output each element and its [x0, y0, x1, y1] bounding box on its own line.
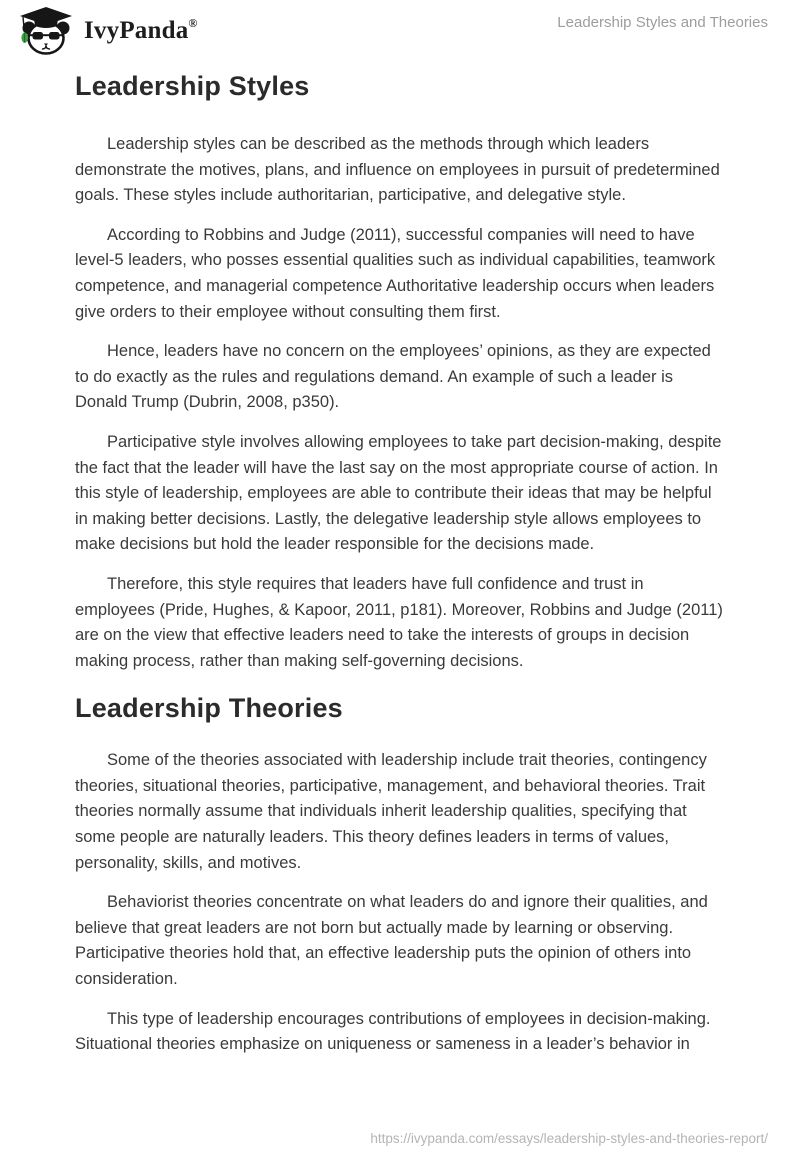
paragraph: Leadership styles can be described as the methods through which leaders demonstrate the motives, plans, and influence on employees in pursuit of predetermined goals. These styles include authoritarian, participative, and delegative style.: [75, 135, 720, 205]
ivypanda-logo: [17, 6, 198, 56]
panda-graduate-icon: [17, 6, 75, 56]
page-header: [0, 0, 800, 62]
paragraph: Participative style involves allowing employees to take part decision-making, despite the fact that the leader will have the last say on the most appropriate course of action. In this style of leadership, employees are able to contribute their ideas that may be helpful in making better decisions. Lastly, the delegative leadership style allows employees to make decisions but hold the leader responsible for the decisions made.: [75, 432, 722, 554]
document-title: Leadership Styles and Theories: [557, 14, 768, 31]
heading-leadership-theories: Leadership Theories: [75, 693, 343, 724]
registered-mark: ®: [188, 15, 198, 30]
heading-leadership-styles: Leadership Styles: [75, 71, 310, 101]
paragraph: This type of leadership encourages contributions of employees in decision-making. Situational theories emphasize on uniqueness or sameness in a leader’s behavior in: [75, 1009, 711, 1054]
source-url-link[interactable]: https://ivypanda.com/essays/leadership-styles-and-theories-report/: [370, 1131, 768, 1146]
paragraph: Some of the theories associated with leadership include trait theories, contingency theories, situational theories, participative, management, and behavioral theories. Trait theories normally assume that individuals inherit leadership qualities, specifying that some people are naturally leaders. This theory defines leaders in terms of values, personality, skills, and motives.: [75, 751, 707, 872]
document-body: [75, 70, 725, 1072]
paragraph: Therefore, this style requires that leaders have full confidence and trust in employees (Pride, Hughes, & Kapoor, 2011, p181). Moreover, Robbins and Judge (2011) are on the view that effective leaders need to take the interests of groups in decision making process, rather than making self-governing decisions.: [75, 574, 723, 670]
paragraph: According to Robbins and Judge (2011), successful companies will need to have level-5 leaders, who posses essential qualities such as individual capabilities, teamwork competence, and managerial competence Authoritative leadership occurs when leaders give orders to their employee without consulting them first.: [75, 225, 716, 321]
paragraph: Behaviorist theories concentrate on what leaders do and ignore their qualities, and believe that great leaders are not born but actually made by learning or observing. Participative theories hold that, an effective leadership puts the opinion of others into consideration.: [75, 893, 708, 989]
brand-name: IvyPanda®: [84, 15, 198, 44]
paragraph: Hence, leaders have no concern on the employees’ opinions, as they are expected to do exactly as the rules and regulations demand. An example of such a leader is Donald Trump (Dubrin, 2008, p350).: [75, 342, 711, 412]
